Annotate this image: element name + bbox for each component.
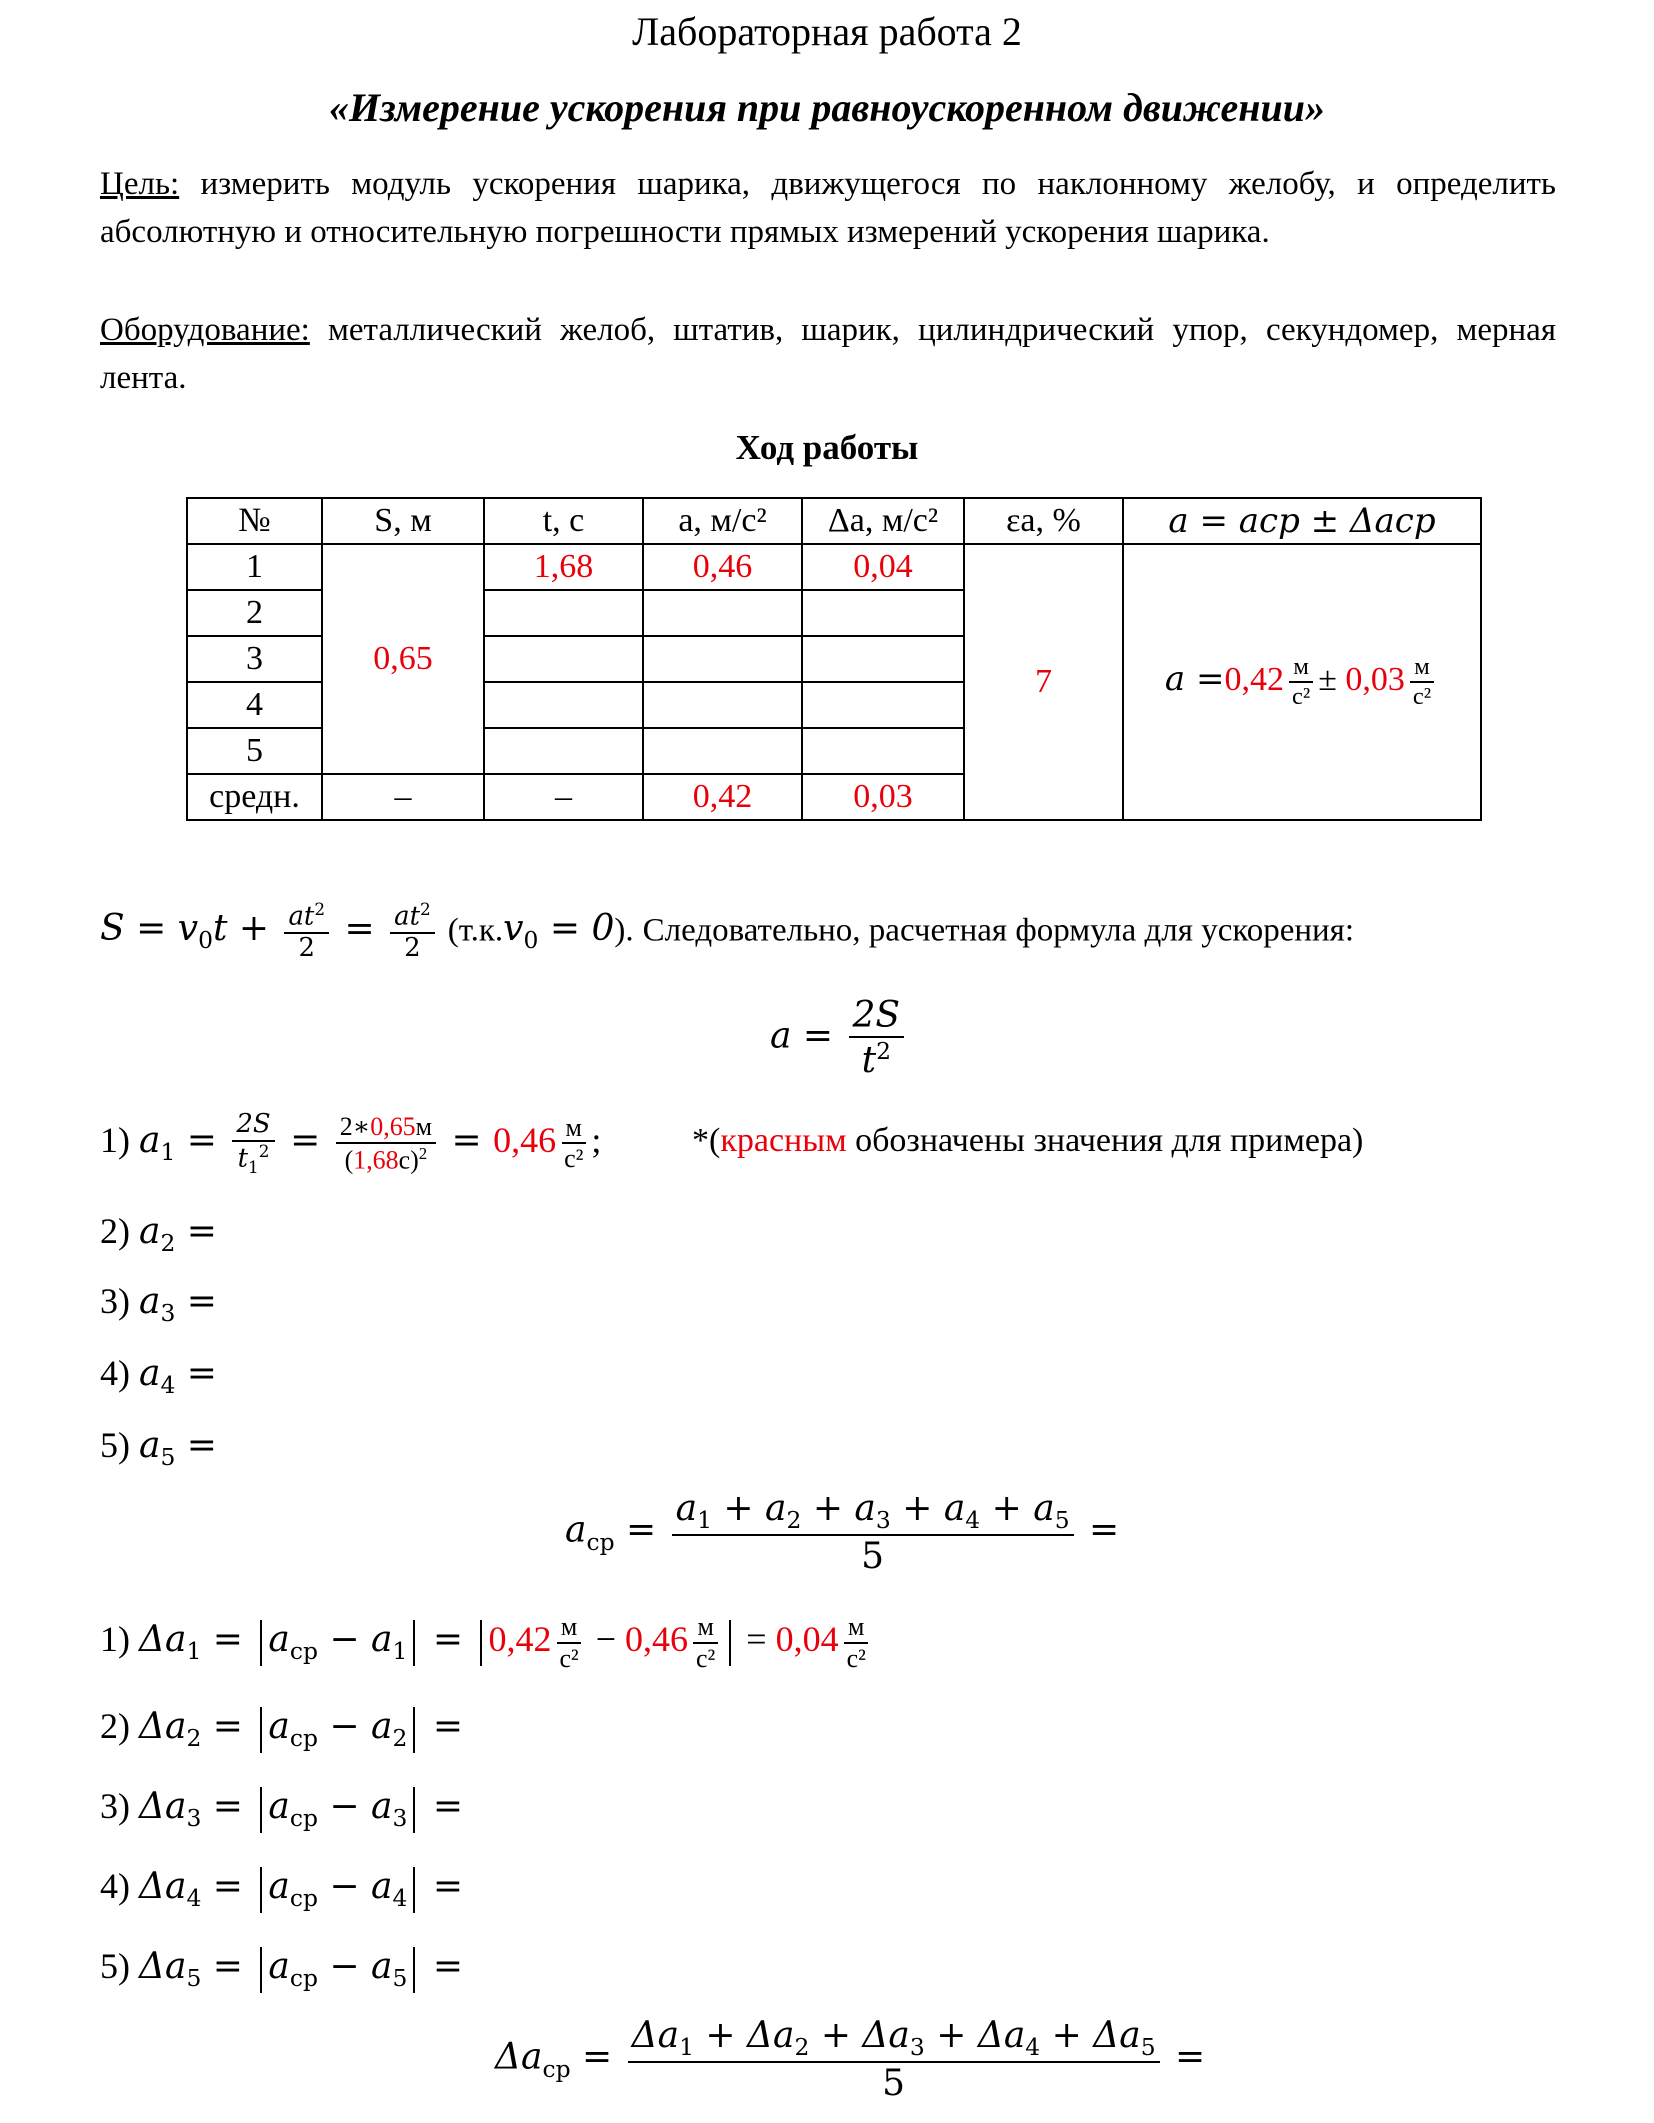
cell-t (484, 682, 643, 728)
cell-t (484, 590, 643, 636)
cell-t (484, 636, 643, 682)
header-result: a = aср ± Δaср (1123, 498, 1481, 544)
fraction: $\frac{2S}{t^2}$ (849, 995, 905, 1082)
calc-a3: 3) $a_3$ = (100, 1281, 217, 1328)
formula-explanation: Следовательно, расчетная формула для ускорения: (642, 912, 1355, 949)
cell-avg-t: – (484, 774, 643, 820)
result-prefix: a = (1164, 658, 1225, 699)
calc-da4: 4) $\Delta a_4 = a_{ср} - a_4$ = (100, 1866, 463, 1913)
cell-avg-da: 0,03 (802, 774, 964, 820)
goal-label: Цель: (100, 166, 180, 202)
calc-da2: 2) $\Delta a_2 = a_{ср} - a_2$ = (100, 1706, 463, 1753)
average-acceleration-formula: $a_{ср}$ = $\frac{a_1 + a_2 + a_3 + a_4 + a_5}{5}$ = (565, 1488, 1120, 1578)
result-error: 0,03 (1345, 660, 1405, 698)
cell-a (643, 590, 802, 636)
cell-eps-value: 7 (964, 544, 1123, 820)
document-subtitle: «Измерение ускорения при равноускоренном движении» (329, 85, 1325, 130)
goal-text: измерить модуль ускорения шарика, движущегося по наклонному желобу, и определить абсолютную и относительную погрешности прямых измерений ускорения шарика. (100, 166, 1556, 250)
fraction: $\frac{at^2}{2}$ (390, 900, 435, 964)
goal-paragraph (100, 160, 1556, 256)
a1-result: 0,46 (493, 1119, 557, 1160)
equipment-paragraph (100, 306, 1556, 402)
kinematics-formula-line: $S = v_0t$ + $\frac{at^2}{2}$ = $\frac{at^2}{2}$ $(т.к.v_0 = 0)$. Следовательно, расчетная формула для ускорения: (100, 899, 1355, 964)
calc-da3: 3) $\Delta a_3 = a_{ср} - a_3$ = (100, 1786, 463, 1833)
result-pm: ± (1318, 660, 1337, 698)
calc-a2: 2) $a_2$ = (100, 1211, 217, 1258)
calc-da5: 5) $\Delta a_5 = a_{ср} - a_5$ = (100, 1946, 463, 1993)
cell-num: 1 (187, 544, 322, 590)
table-row (187, 544, 1481, 590)
equipment-label: Оборудование: (100, 312, 310, 348)
fraction: $\frac{at^2}{2}$ (284, 900, 329, 964)
cell-t: 1,68 (484, 544, 643, 590)
calc-da1: 1) $\Delta a_1 = a_{ср} - a_1 = 0,42$ $\frac{м}{\text{с²}}$ − 0,46 $\frac{м}{\text{с²}}$ = 0,04 $\frac{м}{\text{с²}}$ (100, 1612, 874, 1674)
calc-a4: 4) $a_4$ = (100, 1353, 217, 1400)
header-da: Δa, м/с² (802, 498, 964, 544)
cell-avg-a: 0,42 (643, 774, 802, 820)
header-t: t, с (484, 498, 643, 544)
document-title: Лабораторная работа 2 (632, 9, 1022, 54)
cell-t (484, 728, 643, 774)
example-footnote: *(красным обозначены значения для примера) (692, 1122, 1364, 1159)
cell-da (802, 590, 964, 636)
header-s: S, м (322, 498, 484, 544)
cell-da (802, 682, 964, 728)
unit-fraction: $\frac{м}{\text{с²}}$ (1409, 653, 1435, 711)
header-num: № (187, 498, 322, 544)
unit-fraction: $\frac{м}{\text{с²}}$ (1288, 653, 1314, 711)
equipment-text: металлический желоб, штатив, шарик, цилиндрический упор, секундомер, мерная лента. (100, 312, 1556, 396)
cell-num: 2 (187, 590, 322, 636)
header-a: a, м/с² (643, 498, 802, 544)
cell-num: 5 (187, 728, 322, 774)
cell-a (643, 636, 802, 682)
cell-s-value: 0,65 (322, 544, 484, 774)
acceleration-formula: a = $\frac{2S}{t^2}$ (770, 995, 908, 1082)
average-error-formula: $\Delta a_{ср}$ = $\frac{\Delta a_1 + \Delta a_2 + \Delta a_3 + \Delta a_4 + \Delta a_5}{5}$ = (495, 2015, 1206, 2105)
cell-avg-s: – (322, 774, 484, 820)
cell-a (643, 682, 802, 728)
calc-a5: 5) $a_5$ = (100, 1425, 217, 1472)
results-table (186, 497, 1482, 821)
cell-result (1123, 544, 1481, 820)
cell-da (802, 728, 964, 774)
cell-num: 4 (187, 682, 322, 728)
cell-da (802, 636, 964, 682)
result-value: 0,42 (1224, 660, 1284, 698)
calc-a1: 1) $a_1$ = $\frac{2S}{t_1^2}$ = $\frac{2∗0,65м}{(1,68с)^2}$ = 0,46 $\frac{м}{\text{с²}}$ ; (100, 1109, 602, 1177)
cell-avg-label: средн. (187, 774, 322, 820)
header-eps: εa, % (964, 498, 1123, 544)
cell-a: 0,46 (643, 544, 802, 590)
table-header-row (187, 498, 1481, 544)
work-title: Ход работы (735, 428, 919, 467)
cell-da: 0,04 (802, 544, 964, 590)
cell-num: 3 (187, 636, 322, 682)
cell-a (643, 728, 802, 774)
